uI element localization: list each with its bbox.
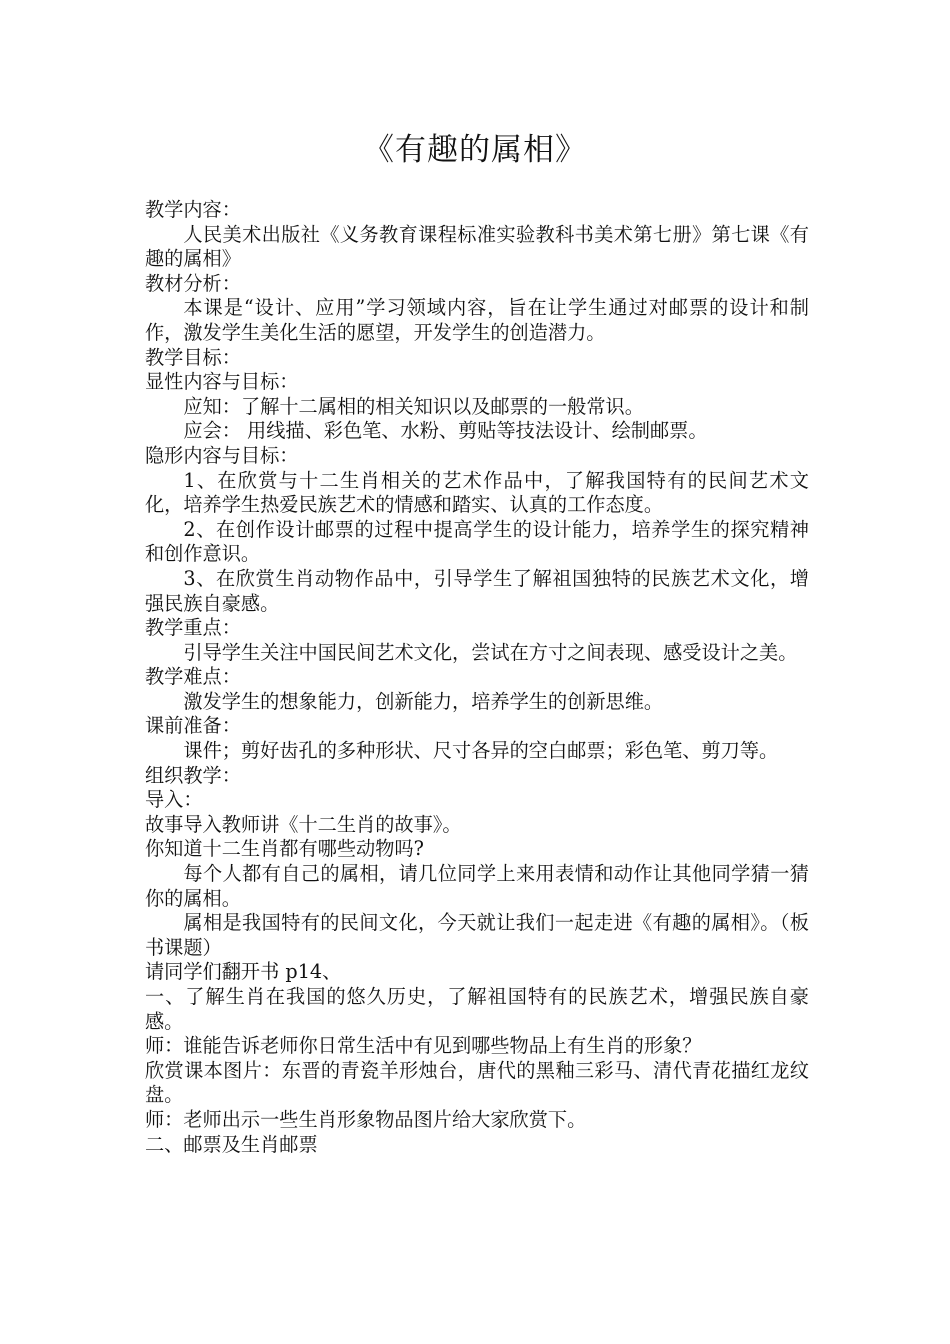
paragraph: 应知：了解十二属相的相关知识以及邮票的一般常识。 [183,394,644,418]
paragraph: 2、在创作设计邮票的过程中提高学生的设计能力，培养学生的探究精神和创作意识。 [145,517,809,566]
paragraph: 每个人都有自己的属相，请几位同学上来用表情和动作让其他同学猜一猜你的属相。 [145,862,809,910]
paragraph: 教材分析： [145,271,241,295]
paragraph: 二、邮票及生肖邮票 [145,1132,318,1156]
paragraph: 教学重点： [145,616,241,640]
paragraph: 故事导入教师讲《十二生肖的故事》。 [145,812,462,836]
paragraph: 隐形内容与目标： [145,443,299,467]
paragraph: 激发学生的想象能力，创新能力，培养学生的创新思维。 [183,689,664,713]
document-body [145,198,809,1157]
paragraph: 一、了解生肖在我国的悠久历史，了解祖国特有的民族艺术，增强民族自豪感。 [145,985,809,1033]
paragraph: 教学难点： [145,665,241,689]
paragraph: 师：谁能告诉老师你日常生活中有见到哪些物品上有生肖的形象？ [145,1034,702,1058]
paragraph: 课前准备： [145,714,241,738]
paragraph: 欣赏课本图片：东晋的青瓷羊形烛台，唐代的黑釉三彩马、清代青花描红龙纹盘。 [145,1058,809,1107]
paragraph: 属相是我国特有的民间文化，今天就让我们一起走进《有趣的属相》。（板书课题） [145,911,809,959]
paragraph: 师：老师出示一些生肖形象物品图片给大家欣赏下。 [145,1107,587,1131]
paragraph: 应会： 用线描、彩色笔、水粉、剪贴等技法设计、绘制邮票。 [183,419,708,443]
paragraph: 本课是“设计、应用”学习领域内容，旨在让学生通过对邮票的设计和制作，激发学生美化生活的愿望，开发学生的创造潜力。 [145,296,809,344]
paragraph: 1、在欣赏与十二生肖相关的艺术作品中，了解我国特有的民间艺术文化，培养学生热爱民族艺术的情感和踏实、认真的工作态度。 [145,468,809,517]
paragraph: 你知道十二生肖都有哪些动物吗? [145,837,424,861]
document-title: 《有趣的属相》 [363,132,587,168]
paragraph: 人民美术出版社《义务教育课程标准实验教科书美术第七册》第七课《有趣的属相》 [145,222,809,271]
paragraph: 3、在欣赏生肖动物作品中，引导学生了解祖国独特的民族艺术文化，增强民族自豪感。 [145,566,809,615]
paragraph: 请同学们翻开书 p14、 [145,960,342,984]
paragraph: 教学目标： [145,345,241,369]
paragraph: 引导学生关注中国民间艺术文化，尝试在方寸之间表现、感受设计之美。 [183,640,798,664]
paragraph: 组织教学： [145,763,241,787]
paragraph: 显性内容与目标： [145,370,299,394]
paragraph: 教学内容： [145,198,241,221]
paragraph: 课件；剪好齿孔的多种形状、尺寸各异的空白邮票；彩色笔、剪刀等。 [183,739,779,763]
paragraph: 导入： [145,788,203,812]
